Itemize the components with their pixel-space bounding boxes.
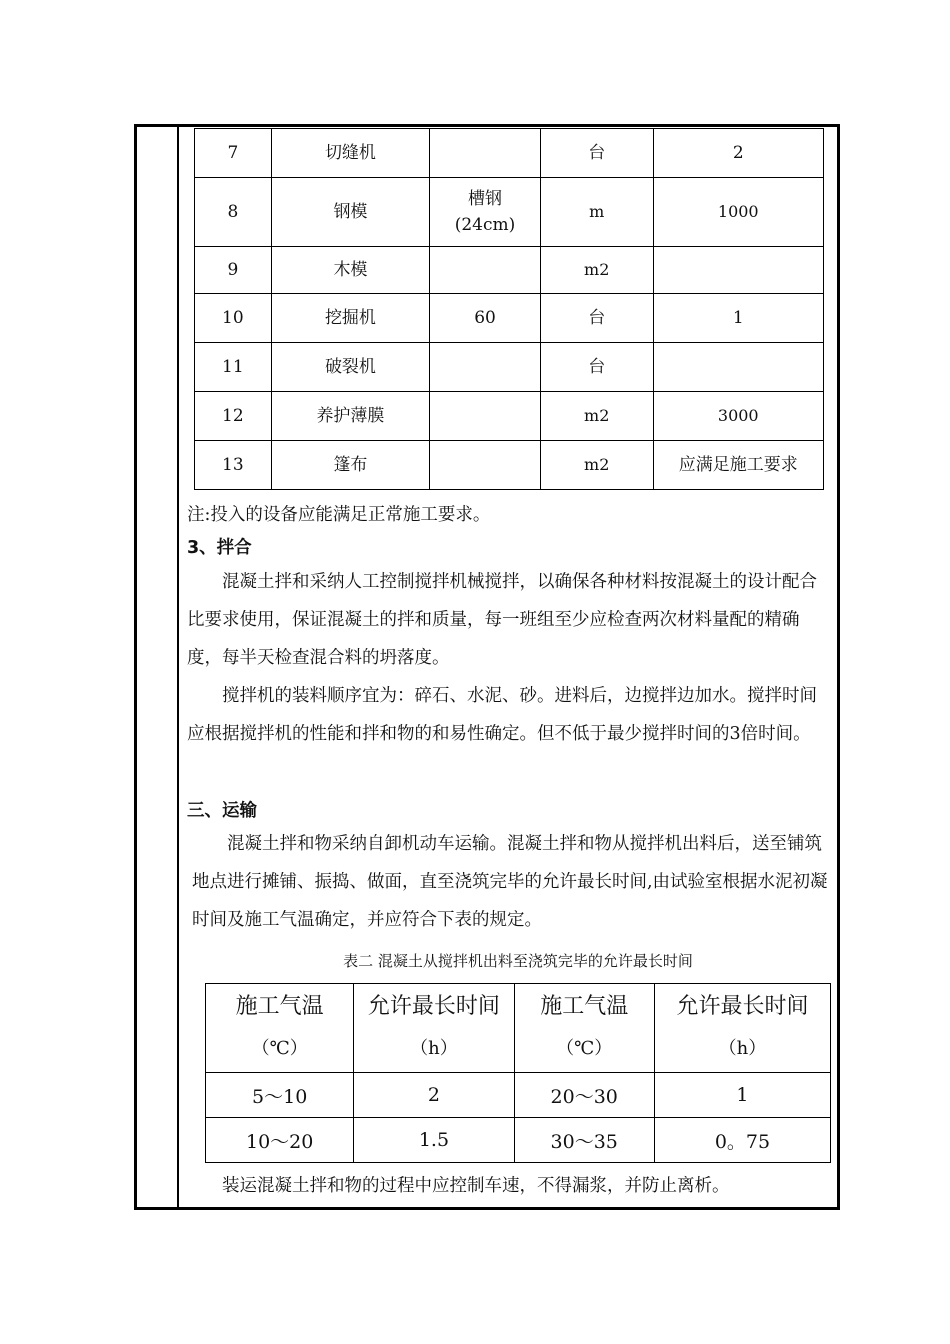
table-cell: 1.5 — [354, 1118, 514, 1163]
table-row — [195, 129, 824, 178]
header-label: 允许最长时间 — [676, 994, 809, 1019]
table-cell: 0。75 — [654, 1118, 830, 1163]
table-caption: 表二 混凝土从搅拌机出料至浇筑完毕的允许最长时间 — [343, 952, 693, 970]
header-label: 施工气温 — [540, 994, 629, 1019]
header-unit: （℃） — [556, 1038, 613, 1059]
header-label: 施工气温 — [235, 994, 324, 1019]
header-cell — [354, 984, 514, 1073]
cell-name: 篷布 — [271, 441, 429, 490]
time-limit-table — [205, 983, 831, 1163]
cell-name: 破裂机 — [271, 343, 429, 392]
cell-unit: m2 — [540, 247, 653, 294]
cell-spec: 60 — [430, 294, 541, 343]
table-row — [206, 1118, 831, 1163]
header-unit: （h） — [410, 1038, 458, 1059]
cell-name: 切缝机 — [271, 129, 429, 178]
table-cell: 10～20 — [206, 1118, 354, 1163]
cell-spec — [430, 178, 541, 247]
cell-spec — [430, 441, 541, 490]
cell-qty: 2 — [653, 129, 823, 178]
cell-spec — [430, 129, 541, 178]
header-unit: （℃） — [251, 1038, 308, 1059]
header-cell — [206, 984, 354, 1073]
section-heading-transport: 三、运输 — [187, 801, 257, 821]
cell-no: 8 — [195, 178, 272, 247]
table-row — [195, 392, 824, 441]
cell-spec-line1: 槽钢 — [468, 188, 503, 209]
cell-unit: m — [540, 178, 653, 247]
cell-unit: 台 — [540, 343, 653, 392]
header-cell — [514, 984, 654, 1073]
cell-qty: 1000 — [653, 178, 823, 247]
header-cell — [654, 984, 830, 1073]
mixing-paragraph-2: 搅拌机的装料顺序宜为：碎石、水泥、砂。进料后，边搅拌边加水。搅拌时间应根据搅拌机的性能和拌和物的和易性确定。但不低于最少搅拌时间的3倍时间。 — [187, 686, 817, 744]
table-cell: 5～10 — [206, 1073, 354, 1118]
cell-no: 7 — [195, 129, 272, 178]
equipment-table — [194, 128, 824, 490]
table-row — [195, 343, 824, 392]
section-heading-mixing: 3、拌合 — [187, 538, 252, 558]
cell-no: 10 — [195, 294, 272, 343]
cell-qty: 3000 — [653, 392, 823, 441]
cell-qty: 应满足施工要求 — [653, 441, 823, 490]
header-label: 允许最长时间 — [367, 994, 500, 1019]
table-row — [195, 178, 824, 247]
cell-unit: 台 — [540, 129, 653, 178]
table-header-row — [206, 984, 831, 1073]
cell-spec — [430, 392, 541, 441]
table-row — [206, 1073, 831, 1118]
table-row — [195, 441, 824, 490]
transport-paragraph-1: 混凝土拌和物采纳自卸机动车运输。混凝土拌和物从搅拌机出料后，送至铺筑地点进行摊铺、振捣、做面，直至浇筑完毕的允许最长时间,由试验室根据水泥初凝时间及施工气温确定，并应符合下表的规定。 — [192, 834, 828, 930]
table-cell: 20～30 — [514, 1073, 654, 1118]
cell-qty — [653, 343, 823, 392]
cell-name: 钢模 — [271, 178, 429, 247]
table-row — [195, 294, 824, 343]
cell-qty — [653, 247, 823, 294]
cell-no: 11 — [195, 343, 272, 392]
equipment-note: 注:投入的设备应能满足正常施工要求。 — [187, 505, 491, 525]
mixing-paragraph-1: 混凝土拌和采纳人工控制搅拌机械搅拌，以确保各种材料按混凝土的设计配合比要求使用，保证混凝土的拌和质量，每一班组至少应检查两次材料量配的精确度，每半天检查混合料的坍落度。 — [187, 572, 817, 668]
cell-spec — [430, 247, 541, 294]
cell-unit: m2 — [540, 392, 653, 441]
cell-unit: 台 — [540, 294, 653, 343]
table-cell: 1 — [654, 1073, 830, 1118]
cell-name: 木模 — [271, 247, 429, 294]
table-cell: 30～35 — [514, 1118, 654, 1163]
cell-spec — [430, 343, 541, 392]
frame-divider — [177, 124, 179, 1210]
transport-paragraph-2: 装运混凝土拌和物的过程中应控制车速，不得漏浆，并防止离析。 — [222, 1176, 730, 1196]
table-cell: 2 — [354, 1073, 514, 1118]
cell-qty: 1 — [653, 294, 823, 343]
cell-no: 13 — [195, 441, 272, 490]
cell-spec-line2: (24cm) — [454, 215, 516, 235]
cell-name: 挖掘机 — [271, 294, 429, 343]
cell-no: 12 — [195, 392, 272, 441]
header-unit: （h） — [718, 1038, 767, 1059]
cell-no: 9 — [195, 247, 272, 294]
table-row — [195, 247, 824, 294]
cell-name: 养护薄膜 — [271, 392, 429, 441]
cell-unit: m2 — [540, 441, 653, 490]
